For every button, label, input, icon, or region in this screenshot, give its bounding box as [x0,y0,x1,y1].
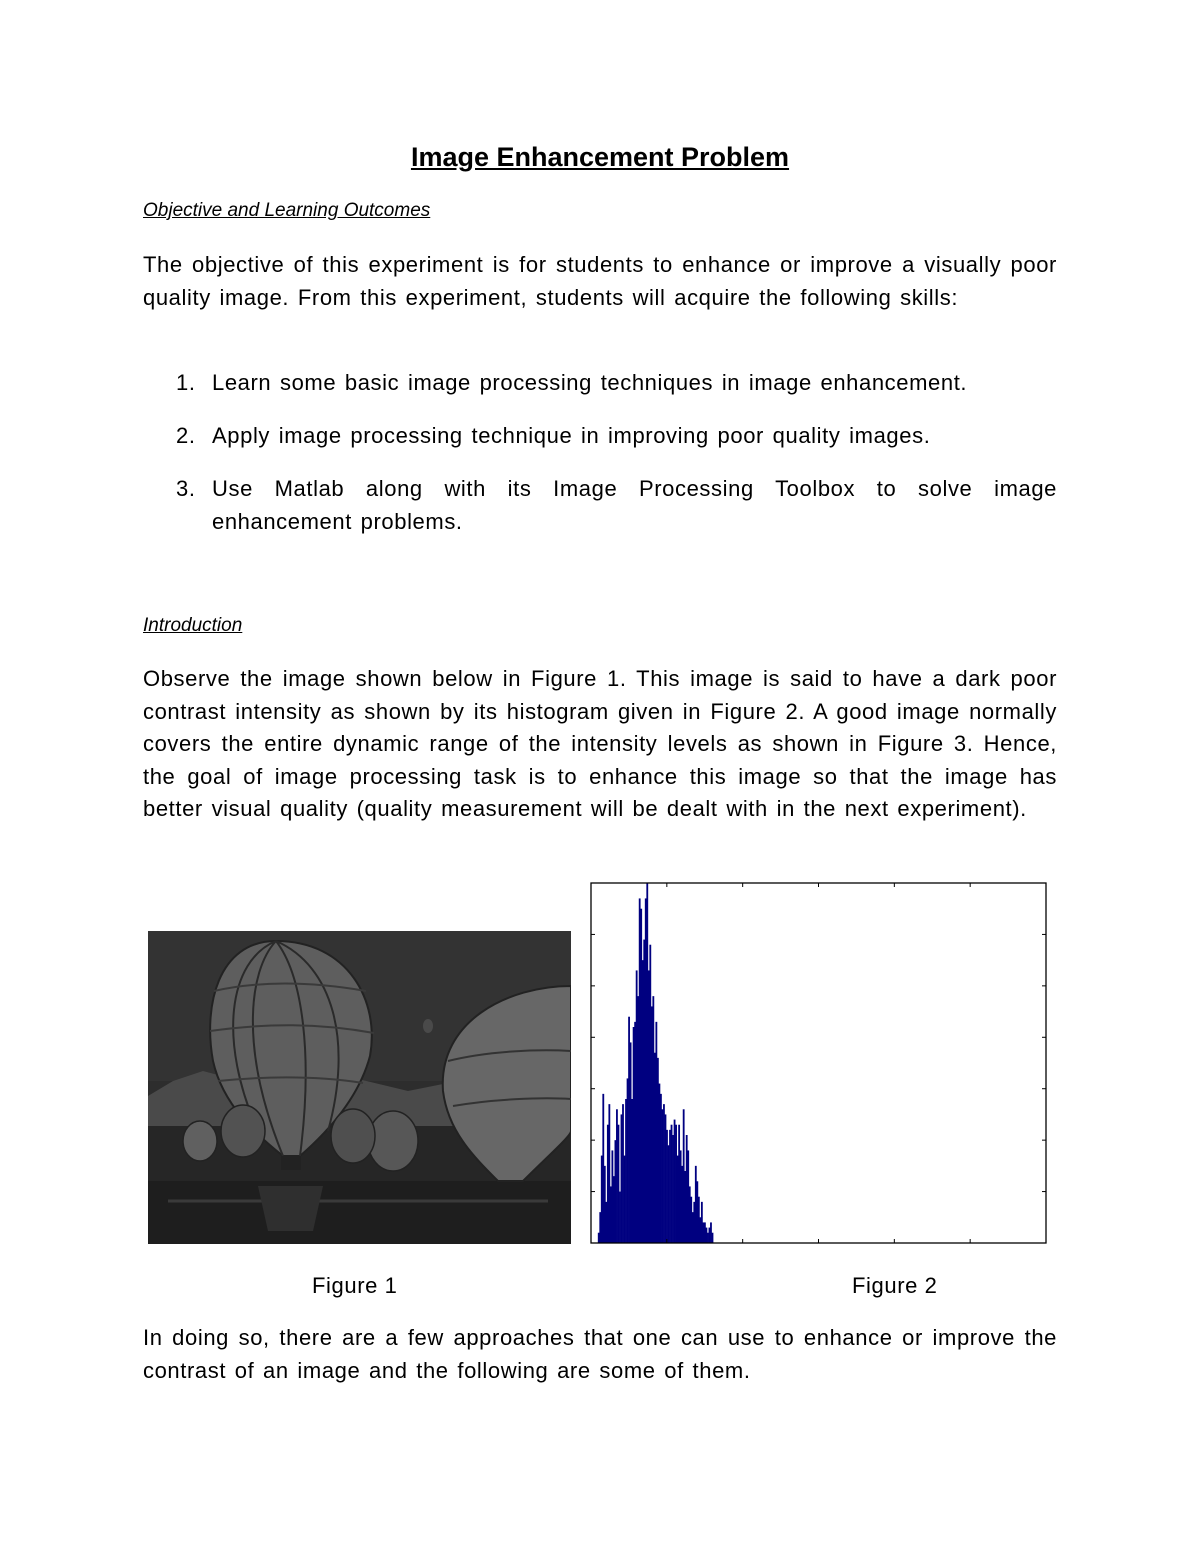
objective-paragraph: The objective of this experiment is for students to enhance or improve a visually poor quality image. From this experiment, students will acquire the following skills: [143,252,1057,310]
skill-number: 2. [176,423,196,448]
histogram-bar [712,1233,714,1243]
balloon-photo-illustration [148,931,571,1244]
skill-item-2 [143,420,1057,453]
histogram-chart [589,881,1049,1246]
closing-paragraph: In doing so, there are a few approaches that one can use to enhance or improve the contrast of an image and the following are some of them. [143,1325,1057,1383]
objective-heading: Objective and Learning Outcomes [143,200,431,221]
figure-2-histogram [589,881,1049,1251]
figure-1-caption: Figure 1 [312,1273,398,1298]
skill-text: Use Matlab along with its Image Processing Toolbox to solve image enhancement problems. [212,476,1057,534]
skill-number: 3. [176,476,196,501]
skill-item-1 [143,367,1057,400]
skill-text: Learn some basic image processing techniques in image enhancement. [212,370,968,395]
skill-number: 1. [176,370,196,395]
skill-text: Apply image processing technique in improving poor quality images. [212,423,931,448]
page-title: Image Enhancement Problem [410,142,790,172]
figure-1-balloon-photo [148,931,571,1244]
figure-2-caption: Figure 2 [852,1273,938,1298]
introduction-paragraph: Observe the image shown below in Figure 1. This image is said to have a dark poor contrast intensity as shown by its histogram given in Figure 2. A good image normally covers the entire dynamic range of the intensity levels as shown in Figure 3. Hence, the goal of image processing task is to enhance this image so that the image has better visual quality (quality measurement will be dealt with in the next experiment). [143,666,1057,821]
skill-item-3 [143,473,1057,539]
introduction-heading: Introduction [143,615,243,636]
